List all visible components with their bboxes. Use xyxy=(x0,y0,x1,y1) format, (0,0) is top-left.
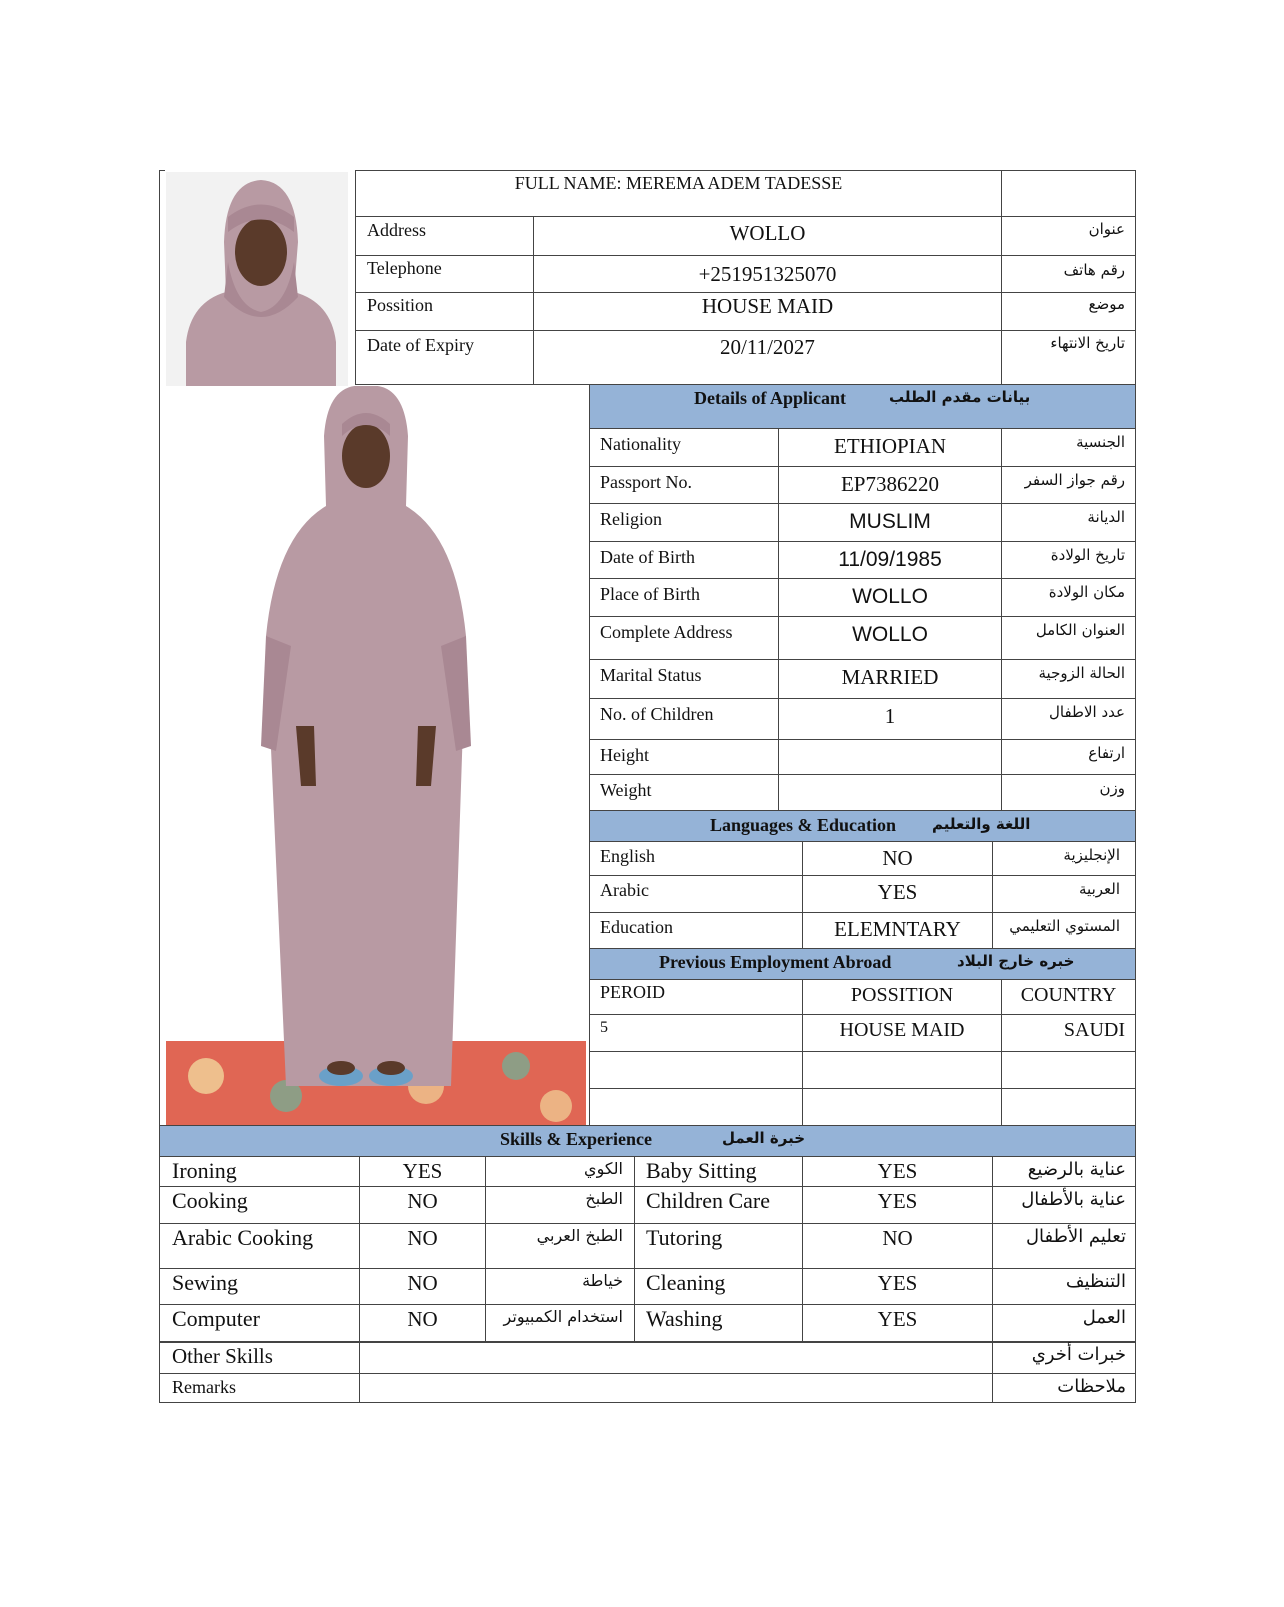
employment-title: Previous Employment Abroad xyxy=(659,952,892,972)
skill-right-label: Tutoring xyxy=(646,1225,723,1250)
skill-left-label: Computer xyxy=(172,1306,260,1331)
skill-right-ar: عناية بالأطفال xyxy=(1021,1189,1126,1210)
details-ar: عدد الاطفال xyxy=(1049,703,1125,721)
details-value: EP7386220 xyxy=(840,472,939,496)
languages-title-ar: اللغة والتعليم xyxy=(932,815,1031,833)
skill-right-ar: العمل xyxy=(1082,1307,1126,1328)
skill-left-label: Cooking xyxy=(172,1188,248,1213)
skill-right-ar: تعليم الأطفال xyxy=(1025,1226,1126,1247)
address-label: Address xyxy=(367,220,426,240)
details-value: WOLLO xyxy=(852,623,928,646)
position-ar: موضع xyxy=(1088,295,1125,313)
details-ar: الجنسية xyxy=(1076,433,1125,451)
full-name-right-cell xyxy=(1001,170,1136,217)
lang-label: English xyxy=(600,846,656,866)
lang-value: ELEMNTARY xyxy=(834,917,961,941)
address-ar: عنوان xyxy=(1088,220,1125,238)
skill-left-ar: الطبخ العربي xyxy=(536,1226,623,1245)
skill-left-label: Sewing xyxy=(172,1270,238,1295)
skill-left-value: YES xyxy=(402,1159,443,1183)
skill-right-value: YES xyxy=(877,1271,918,1295)
details-label: Weight xyxy=(600,780,652,800)
emp-row-period: 5 xyxy=(600,1019,608,1036)
details-header xyxy=(589,384,1136,429)
full-name: FULL NAME: MEREMA ADEM TADESSE xyxy=(514,173,843,193)
skill-left-value: NO xyxy=(407,1189,438,1213)
passport-photo xyxy=(166,172,348,387)
lang-ar: العربية xyxy=(1079,880,1120,898)
details-ar: مكان الولادة xyxy=(1048,583,1125,601)
details-label: Height xyxy=(600,745,649,765)
skill-right-label: Cleaning xyxy=(646,1270,726,1295)
skill-right-label: Baby Sitting xyxy=(646,1158,757,1183)
emp-head-position: POSSITION xyxy=(850,984,954,1006)
skill-right-label: Washing xyxy=(646,1306,723,1331)
emp-empty-cell xyxy=(802,1088,1002,1126)
skill-right-ar: التنظيف xyxy=(1065,1271,1126,1292)
skill-left-label: Ironing xyxy=(172,1158,237,1183)
position-value: HOUSE MAID xyxy=(701,294,834,318)
languages-title: Languages & Education xyxy=(710,815,897,835)
emp-empty-cell xyxy=(589,1051,803,1089)
lang-label: Education xyxy=(600,917,673,937)
details-label: Complete Address xyxy=(600,622,733,642)
emp-empty-cell xyxy=(1001,1088,1136,1126)
details-ar: رقم جواز السفر xyxy=(1024,471,1125,489)
skill-left-label: Arabic Cooking xyxy=(172,1225,314,1250)
details-value: MARRIED xyxy=(841,665,939,689)
position-label: Possition xyxy=(367,295,434,315)
other-skills-ar: خبرات أخري xyxy=(1031,1344,1126,1365)
details-ar: وزن xyxy=(1099,779,1125,797)
expiry-value: 20/11/2027 xyxy=(720,335,815,359)
details-value: WOLLO xyxy=(852,585,928,608)
skill-left-value: NO xyxy=(407,1307,438,1331)
details-ar: تاريخ الولادة xyxy=(1050,546,1125,564)
details-ar: الحالة الزوجية xyxy=(1038,664,1125,682)
skill-right-value: NO xyxy=(882,1226,913,1250)
details-label: Place of Birth xyxy=(600,584,700,604)
telephone-value: +251951325070 xyxy=(698,262,837,286)
lang-value: NO xyxy=(882,846,913,870)
remarks-label: Remarks xyxy=(172,1377,236,1397)
skill-right-value: YES xyxy=(877,1307,918,1331)
emp-empty-cell xyxy=(589,1088,803,1126)
emp-empty-cell xyxy=(1001,1051,1136,1089)
emp-empty-cell xyxy=(802,1051,1002,1089)
details-value: 1 xyxy=(884,704,896,728)
details-label: Passport No. xyxy=(600,472,693,492)
details-label: Nationality xyxy=(600,434,681,454)
other-skills-label: Other Skills xyxy=(172,1344,273,1368)
skill-left-value: NO xyxy=(407,1226,438,1250)
telephone-ar: رقم هاتف xyxy=(1063,261,1125,279)
remarks-ar: ملاحظات xyxy=(1057,1376,1126,1397)
expiry-label: Date of Expiry xyxy=(367,335,474,355)
details-value-cell xyxy=(778,774,1002,812)
expiry-ar: تاريخ الانتهاء xyxy=(1050,334,1125,352)
skill-right-label: Children Care xyxy=(646,1188,771,1213)
skill-left-ar: الكوي xyxy=(584,1159,623,1178)
emp-head-period: PEROID xyxy=(600,982,666,1002)
lang-ar: المستوي التعليمي xyxy=(1009,917,1120,935)
telephone-label: Telephone xyxy=(367,258,442,278)
details-title: Details of Applicant xyxy=(694,388,847,408)
details-value: MUSLIM xyxy=(849,510,931,533)
details-value: 11/09/1985 xyxy=(838,548,942,571)
details-ar: العنوان الكامل xyxy=(1035,621,1125,639)
other-skills-value-cell xyxy=(359,1341,993,1374)
skill-left-ar: استخدام الكمبيوتر xyxy=(503,1307,623,1326)
skill-left-value: NO xyxy=(407,1271,438,1295)
employment-title-ar: خبره خارج البلاد xyxy=(957,952,1075,970)
full-body-photo xyxy=(166,386,586,1128)
details-value-cell xyxy=(778,739,1002,775)
details-label: Marital Status xyxy=(600,665,702,685)
details-ar: الديانة xyxy=(1087,508,1125,526)
skill-right-value: YES xyxy=(877,1159,918,1183)
lang-value: YES xyxy=(877,880,918,904)
emp-row-country: SAUDI xyxy=(1063,1019,1125,1041)
emp-row-period-cell xyxy=(589,1014,803,1052)
details-label: Date of Birth xyxy=(600,547,695,567)
details-title-ar: بيانات مقدم الطلب xyxy=(889,388,1031,406)
emp-row-position: HOUSE MAID xyxy=(839,1019,965,1041)
details-label: Religion xyxy=(600,509,662,529)
lang-label: Arabic xyxy=(600,880,649,900)
details-label: No. of Children xyxy=(600,704,714,724)
skills-title: Skills & Experience xyxy=(500,1129,652,1149)
lang-ar: الإنجليزية xyxy=(1063,846,1120,864)
address-value: WOLLO xyxy=(729,221,806,245)
details-value: ETHIOPIAN xyxy=(834,434,946,458)
emp-head-country: COUNTRY xyxy=(1020,984,1117,1006)
skill-right-value: YES xyxy=(877,1189,918,1213)
skill-left-ar: خياطة xyxy=(582,1271,623,1290)
remarks-value-cell xyxy=(359,1373,993,1403)
skill-right-ar: عناية بالرضيع xyxy=(1027,1159,1126,1180)
details-ar: ارتفاع xyxy=(1088,744,1125,762)
skills-title-ar: خبرة العمل xyxy=(722,1129,806,1147)
skill-left-ar: الطبخ xyxy=(585,1189,623,1208)
